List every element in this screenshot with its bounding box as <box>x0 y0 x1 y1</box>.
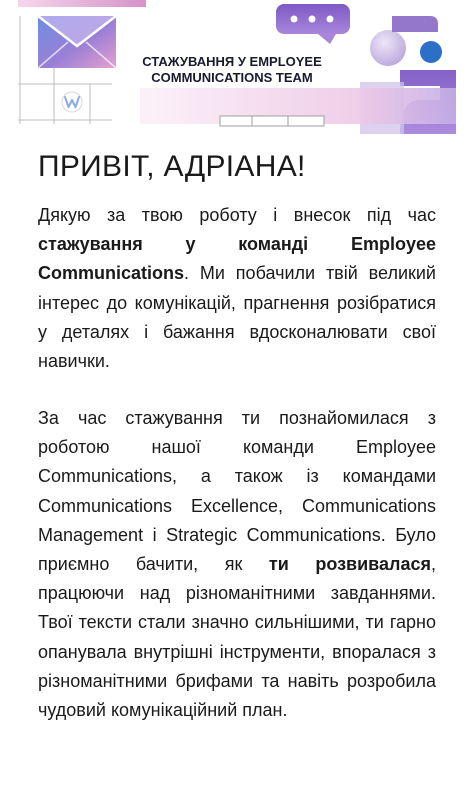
paragraph-text: Дякую за твою роботу і внесок під час <box>38 205 436 225</box>
paragraph-bold-text: стажування у команді Employee Communications <box>38 234 436 284</box>
banner-graphic <box>0 0 474 150</box>
envelope-icon <box>38 16 116 68</box>
blue-circle <box>420 41 442 63</box>
segmented-bar <box>220 116 324 126</box>
banner-title-line1: СТАЖУВАННЯ У EMPLOYEE <box>142 54 322 69</box>
banner-title-line2: COMMUNICATIONS TEAM <box>151 70 313 85</box>
paragraph-bold-text: ти розвивалася <box>268 554 431 575</box>
greeting-heading: ПРИВІТ, АДРІАНА! <box>38 150 306 183</box>
header-banner <box>0 0 474 150</box>
paragraph-text: , працюючи над різноманітними завданнями. Твої тексти стали значно сильнішими, ти гарно опанувала внутрішні інструменти, впоралася з різноманітними брифами та навіть розробила чудовий комунікаційний план. <box>38 554 436 721</box>
paragraph-thanks <box>38 201 436 376</box>
paragraph-internship <box>38 404 436 725</box>
paragraph-text: . Ми побачили твій великий інтерес до комунікацій, прагнення розібратися у деталях і бажання вдосконалювати свої навички. <box>38 263 436 372</box>
paragraph-text: За час стажування ти познайомилася з роботою нашої команди Employee Communications, а також із командами Communications Excellence, Communications Management і Strategic Communications. Було приємно бачити, як <box>38 408 436 575</box>
pink-bar-top <box>18 0 146 7</box>
speech-bubble-icon <box>276 4 350 44</box>
lilac-circle <box>370 30 406 66</box>
workplace-logo-icon <box>62 92 82 112</box>
